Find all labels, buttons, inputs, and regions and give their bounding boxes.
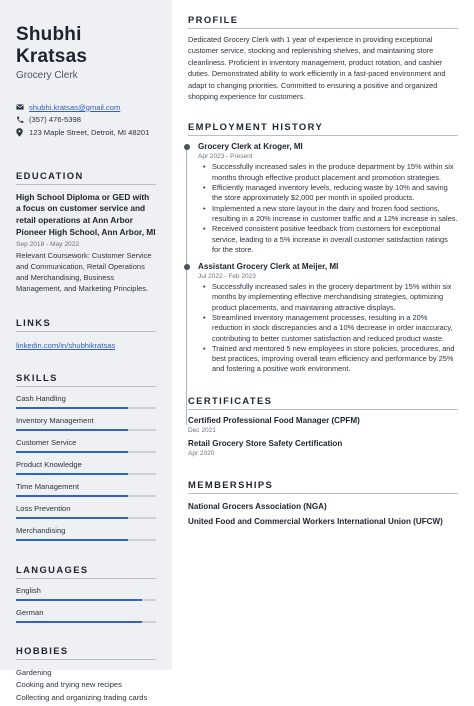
languages-label: English	[16, 585, 41, 595]
skills-level-bar	[16, 473, 156, 475]
memberships-heading: MEMBERSHIPS	[188, 479, 458, 494]
education-degree: High School Diploma or GED with a focus on customer service and retail operations at Ann Arbor Pioneer High School, Ann Arbor, MI	[16, 191, 156, 237]
address-text: 123 Maple Street, Detroit, MI 48201	[29, 127, 150, 137]
phone-text: (357) 476-5398	[29, 115, 81, 125]
certificate-date: Apr 2020	[188, 449, 215, 457]
skills-item	[16, 416, 156, 431]
job-bullet: • Successfully increased sales in the produce department by 15% within six months through effective product placement and promotion strategies.	[198, 162, 458, 183]
skills-level-fill	[16, 517, 128, 519]
job-bullet: • Successfully increased sales in the grocery department by 15% within six months by implementing effective merchandising strategies, optimizing product placements, and maintaining attractive displays.	[198, 282, 458, 313]
skills-item	[16, 438, 156, 453]
contact-email-row	[16, 101, 156, 114]
languages-level-fill	[16, 599, 142, 601]
skills-level-fill	[16, 473, 128, 475]
job-date: Apr 2023 - Present	[198, 153, 253, 161]
skills-label: Loss Prevention	[16, 503, 71, 513]
contact-block	[16, 101, 156, 139]
skills-level-bar	[16, 539, 156, 541]
contact-address-row	[16, 126, 156, 139]
education-date: Sep 2018 - May 2022	[16, 240, 80, 248]
skills-item	[16, 394, 156, 409]
location-pin-icon	[16, 128, 28, 137]
membership-item: National Grocers Association (NGA)	[188, 501, 327, 511]
skills-level-bar	[16, 495, 156, 497]
job-bullet: • Received consistent positive feedback from customers for exceptional service, leading to a 5% increase in overall customer satisfaction ratings for the store.	[198, 224, 458, 255]
languages-item	[16, 608, 156, 623]
languages-item	[16, 586, 156, 601]
job-bullet: • Implemented a new store layout in the dairy and frozen food sections, resulting in a 20% increase in customer traffic and a 12% increase in sales.	[198, 204, 458, 225]
skills-level-bar	[16, 451, 156, 453]
timeline-line	[186, 149, 187, 425]
phone-icon	[16, 116, 28, 124]
skills-level-fill	[16, 495, 128, 497]
skills-level-bar	[16, 429, 156, 431]
job-bullets	[198, 162, 458, 255]
job-date: Jul 2022 - Feb 2023	[198, 273, 256, 281]
hobbies-heading: HOBBIES	[16, 645, 156, 660]
skills-level-fill	[16, 539, 128, 541]
timeline-dot	[184, 144, 190, 150]
skills-label: Merchandising	[16, 525, 66, 535]
linkedin-row	[16, 341, 156, 350]
skills-level-bar	[16, 517, 156, 519]
skills-level-fill	[16, 407, 128, 409]
certificate-item	[188, 416, 458, 434]
skills-list	[16, 394, 156, 541]
skills-item	[16, 482, 156, 497]
links-heading: LINKS	[16, 317, 156, 332]
profile-summary: Dedicated Grocery Clerk with 1 year of experience in providing exceptional customer service, stocking and replenishing shelves, and maintaining store cleanliness. Proficient in inventory management, product rotation, and cashier duties. Demonstrated ability to work efficiently in a fast-paced environment and adapt to changing priorities. Committed to ensuring a positive and organized shopping experience for customers.	[188, 35, 446, 102]
education-coursework: Relevant Coursework: Customer Service and Communication, Retail Operations and Merchandising, Business Management, and Marketing Principles.	[16, 250, 152, 294]
job-bullet: • Efficiently managed inventory levels, reducing waste by 10% and saving the store approximately $2,000 per month in spoiled products.	[198, 183, 458, 204]
job-title: Grocery Clerk at Kroger, MI	[198, 142, 303, 152]
email-link[interactable]: shubhi.kratsas@gmail.com	[29, 102, 121, 112]
skills-label: Product Knowledge	[16, 459, 82, 469]
contact-phone-row	[16, 114, 156, 127]
envelope-icon	[16, 104, 28, 110]
hobby-item: Gardening	[16, 667, 52, 677]
skills-label: Time Management	[16, 481, 80, 491]
hobbies-list	[16, 668, 156, 706]
certificate-date: Dec 2021	[188, 426, 216, 434]
education-heading: EDUCATION	[16, 170, 156, 185]
certificates-heading: CERTIFICATES	[188, 395, 458, 410]
hobby-item: Cooking and trying new recipes	[16, 680, 122, 690]
job-bullet: • Trained and mentored 5 new employees in store policies, procedures, and best practices, improving overall team efficiency and performance by 25% and fostering a positive work environment.	[198, 344, 458, 375]
linkedin-link[interactable]: linkedin.com/in/shubhikratsas	[16, 340, 116, 350]
certificate-item	[188, 439, 458, 457]
skills-label: Inventory Management	[16, 415, 94, 425]
skills-item	[16, 526, 156, 541]
skills-level-fill	[16, 429, 128, 431]
employment-heading: EMPLOYMENT HISTORY	[188, 121, 458, 136]
skills-heading: SKILLS	[16, 372, 156, 387]
candidate-role: Grocery Clerk	[16, 70, 78, 81]
employment-list	[188, 141, 458, 374]
job-entry	[188, 141, 458, 255]
languages-label: German	[16, 607, 44, 617]
certificate-title: Retail Grocery Store Safety Certification	[188, 438, 343, 448]
sidebar	[0, 0, 172, 702]
skills-label: Customer Service	[16, 437, 77, 447]
candidate-name: Shubhi Kratsas	[16, 24, 88, 67]
skills-level-fill	[16, 451, 128, 453]
skills-item	[16, 504, 156, 519]
skills-level-bar	[16, 407, 156, 409]
job-bullet: • Streamlined inventory management processes, resulting in a 20% reduction in stock discrepancies and a 10% decrease in order inaccuracy, contributing to better customer satisfaction and reduced product waste.	[198, 313, 458, 344]
skills-label: Cash Handling	[16, 393, 66, 403]
certificate-title: Certified Professional Food Manager (CPFM)	[188, 415, 360, 425]
job-entry	[188, 261, 458, 375]
job-title: Assistant Grocery Clerk at Meijer, MI	[198, 262, 339, 272]
skills-item	[16, 460, 156, 475]
job-bullets	[198, 282, 458, 375]
hobby-item: Collecting and organizing trading cards	[16, 692, 148, 702]
languages-level-bar	[16, 621, 156, 623]
languages-heading: LANGUAGES	[16, 564, 156, 579]
profile-heading: PROFILE	[188, 14, 458, 29]
main-content	[188, 14, 458, 526]
languages-level-bar	[16, 599, 156, 601]
membership-item: United Food and Commercial Workers International Union (UFCW)	[188, 516, 443, 526]
timeline-dot	[184, 264, 190, 270]
languages-list	[16, 586, 156, 623]
languages-level-fill	[16, 621, 142, 623]
